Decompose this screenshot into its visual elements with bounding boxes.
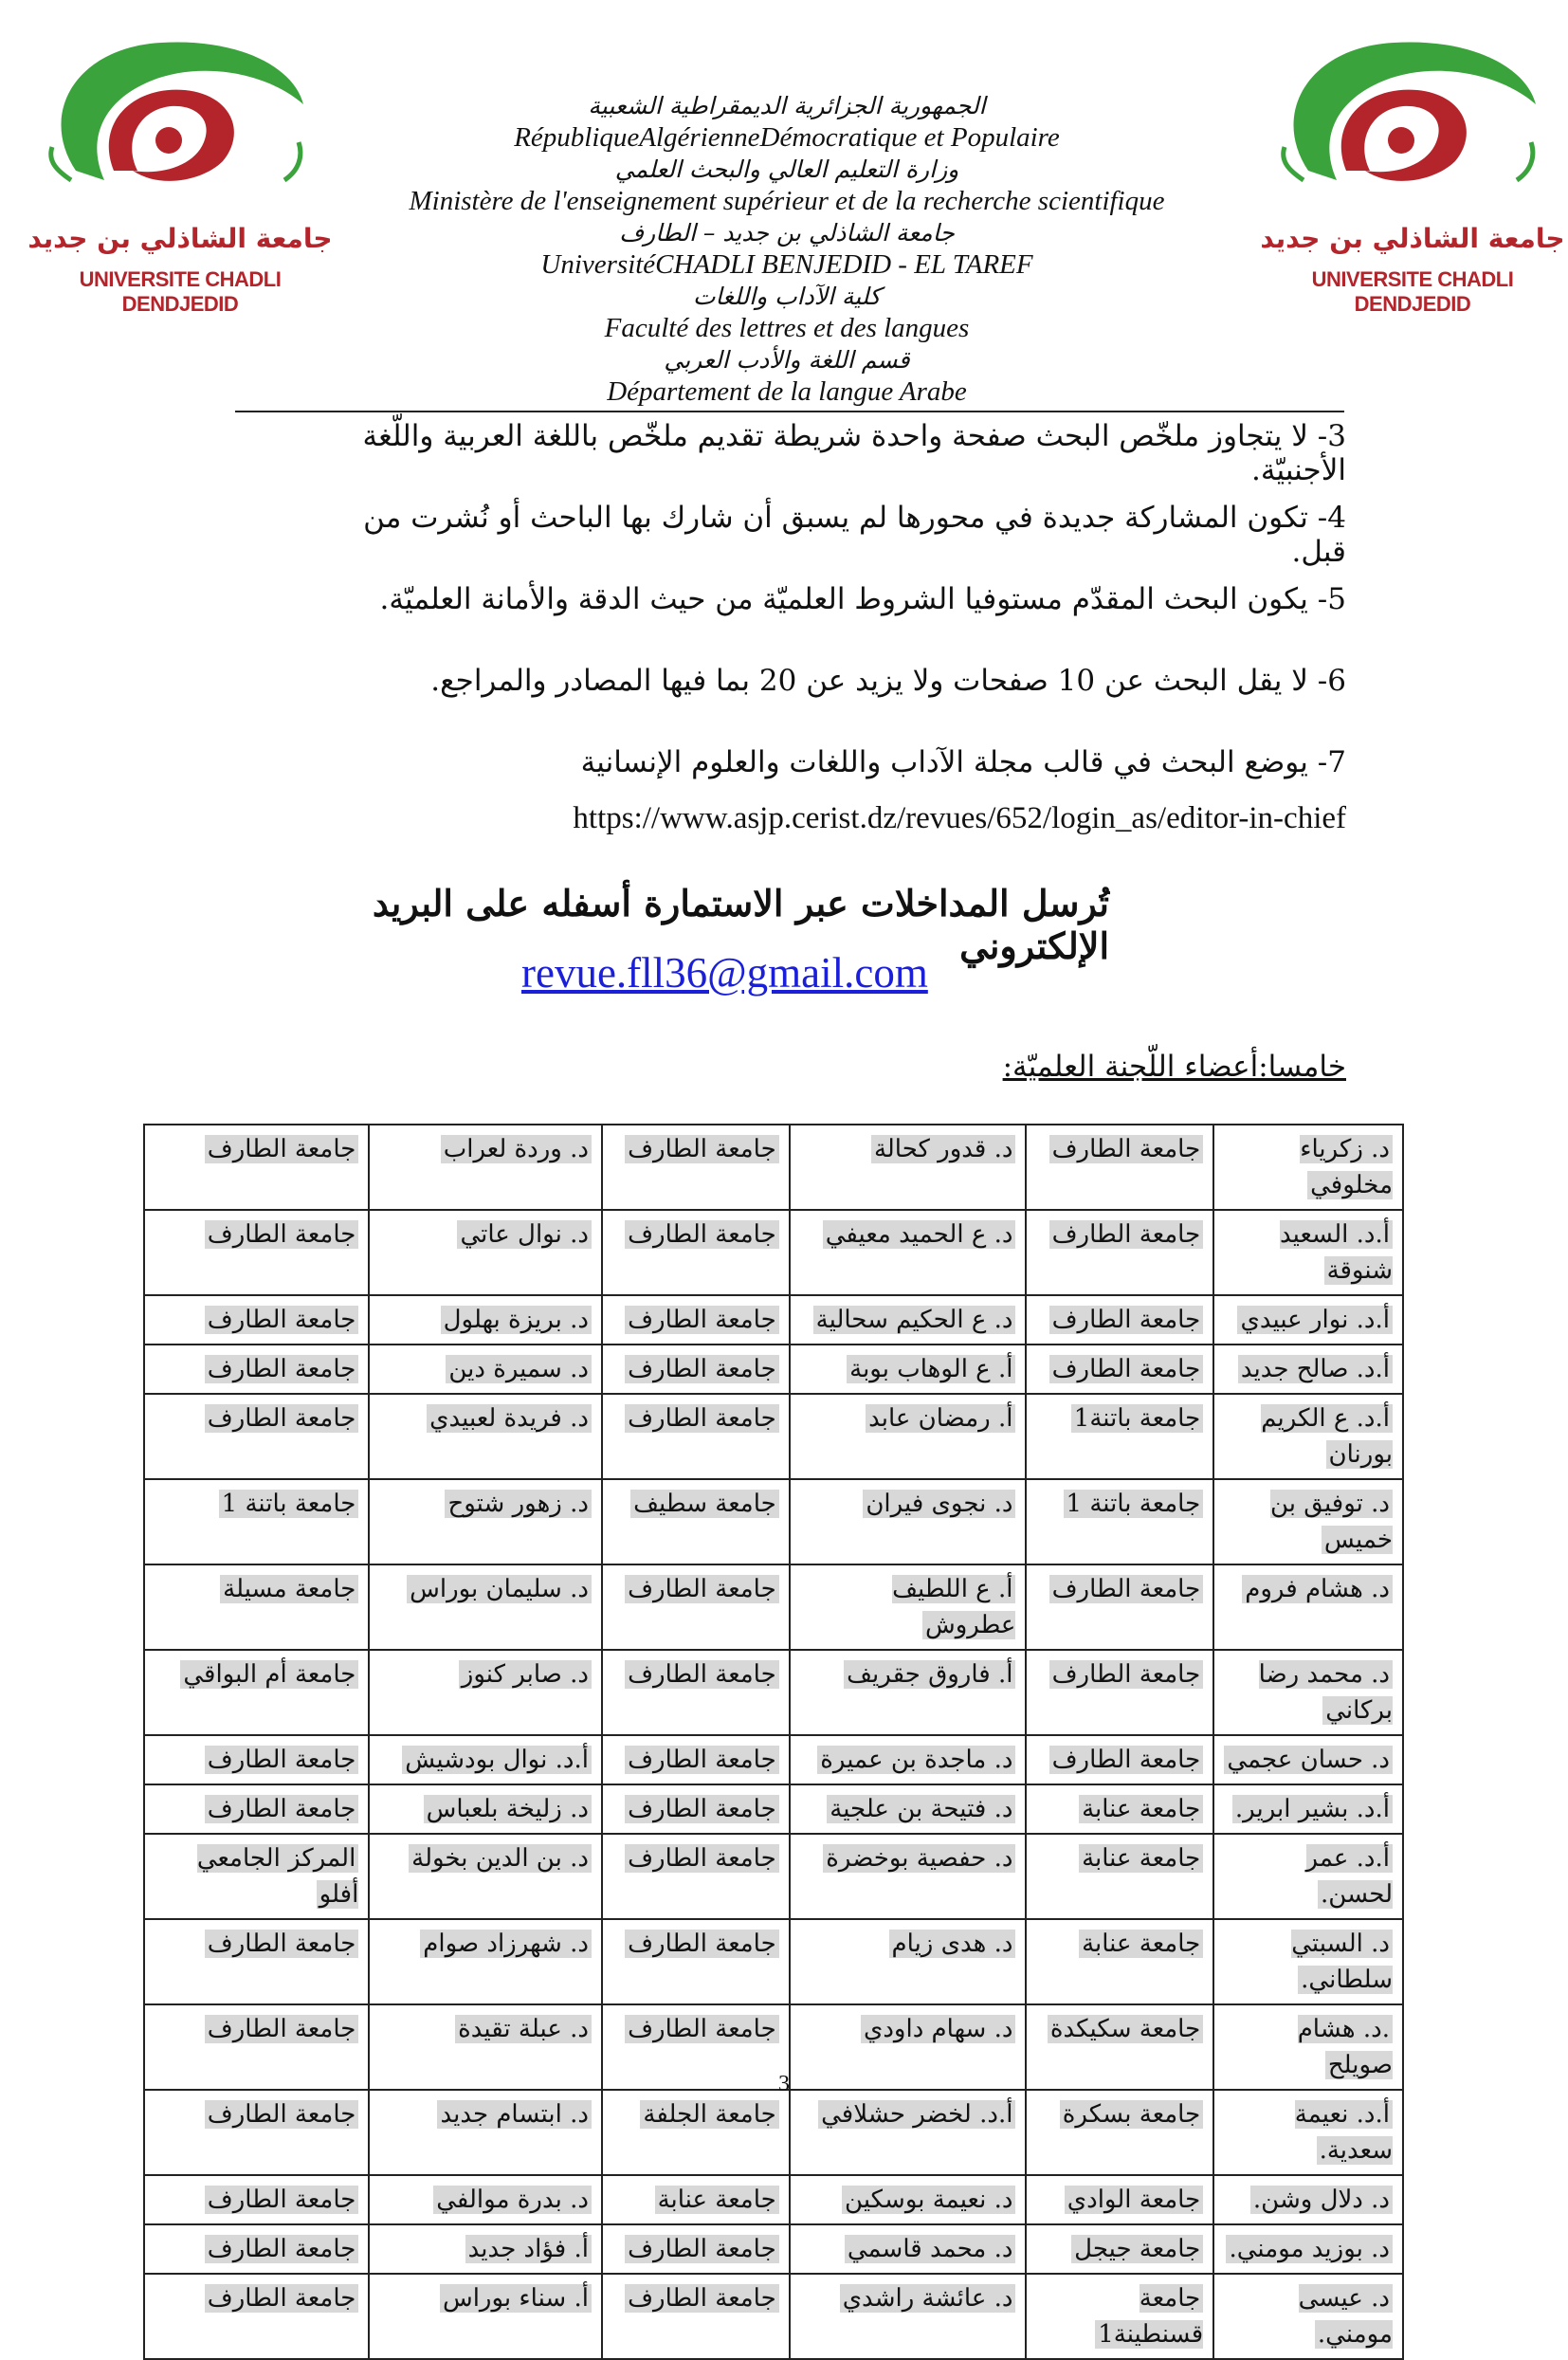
member-name: أ. فاروق جقريف — [844, 1660, 1015, 1689]
member-university-cell — [144, 2274, 369, 2359]
header-line: Département de la langue Arabe — [607, 375, 967, 407]
member-name-cell — [1213, 1650, 1403, 1735]
member-university-cell — [602, 1834, 790, 1919]
member-university: جامعة الطارف — [625, 1575, 779, 1603]
member-name-cell — [790, 2090, 1027, 2175]
member-university-cell — [1026, 2224, 1213, 2274]
member-university: جامعة بسكرة — [1060, 2100, 1203, 2129]
member-name: أ.د. لخضر حشلافي — [818, 2100, 1015, 2129]
table-row — [144, 1735, 1403, 1784]
member-university-cell — [144, 1345, 369, 1394]
member-name-cell — [790, 1210, 1027, 1295]
member-university: جامعة أم البواقي — [180, 1660, 358, 1689]
member-university-cell — [602, 1919, 790, 2004]
member-name: د. عيسى مومني. — [1298, 2284, 1393, 2349]
member-university: جامعة عنابة — [655, 2186, 779, 2214]
member-name-cell — [369, 1210, 602, 1295]
member-university: جامعة الطارف — [1049, 1135, 1204, 1163]
member-university-cell — [1026, 2090, 1213, 2175]
member-name-cell — [790, 1295, 1027, 1345]
member-name: أ.د. ع الكريم بورنان — [1261, 1404, 1393, 1469]
member-university-cell — [602, 2274, 790, 2359]
member-name: د. زكرياء مخلوفي — [1300, 1135, 1393, 1199]
member-name: د. بن الدين بخولة — [409, 1844, 592, 1873]
member-university: جامعة الطارف — [205, 1355, 359, 1383]
member-name: د. فريدة لعبيدي — [427, 1404, 592, 1433]
member-university-cell — [144, 1394, 369, 1479]
table-row — [144, 1834, 1403, 1919]
member-name-cell — [790, 2274, 1027, 2359]
member-university: جامعة باتنة1 — [1071, 1404, 1203, 1433]
criteria-item: 4- تكون المشاركة جديدة في محورها لم يسبق أن شارك بها الباحث أو نُشرت من قبل. — [363, 501, 1346, 569]
member-university-cell — [602, 1394, 790, 1479]
member-university: جامعة الطارف — [205, 1795, 359, 1823]
member-name-cell — [790, 2175, 1027, 2224]
member-university-cell — [602, 1295, 790, 1345]
member-name-cell — [790, 1345, 1027, 1394]
member-university: جامعة الطارف — [625, 1930, 779, 1958]
member-name-cell — [1213, 2175, 1403, 2224]
header-line: قسم اللغة والأدب العربي — [664, 346, 910, 374]
member-name: أ. رمضان عابد — [866, 1404, 1015, 1433]
member-name-cell — [369, 2090, 602, 2175]
header-line: كلية الآداب واللغات — [693, 283, 881, 310]
university-logo-left — [19, 28, 341, 316]
member-name-cell — [790, 1564, 1027, 1650]
member-name: د. زليخة بلعباس — [424, 1795, 592, 1823]
member-university: جامعة الطارف — [205, 1404, 359, 1433]
member-name-cell — [369, 2274, 602, 2359]
member-university: جامعة عنابة — [1079, 1844, 1203, 1873]
table-row — [144, 1345, 1403, 1394]
member-name: أ. ع الوهاب بوبة — [847, 1355, 1015, 1383]
member-university: جامعة الجلفة — [640, 2100, 778, 2129]
member-name-cell — [790, 1479, 1027, 1564]
member-university: جامعة الطارف — [625, 2015, 779, 2043]
member-university-cell — [602, 1479, 790, 1564]
university-logo-right — [1251, 28, 1568, 316]
member-university-cell — [602, 1784, 790, 1834]
member-university-cell — [1026, 1919, 1213, 2004]
member-name: د. السبتي سلطاني. — [1291, 1930, 1393, 1994]
member-name: د. سهام داودي — [861, 2015, 1015, 2043]
member-university: جامعة الطارف — [205, 1746, 359, 1774]
member-name: د. ع الحميد معيفي — [823, 1220, 1016, 1249]
table-row — [144, 1479, 1403, 1564]
member-name-cell — [1213, 1295, 1403, 1345]
member-university: جامعة مسيلة — [220, 1575, 358, 1603]
header-line: UniversitéCHADLI BENJEDID - EL TAREF — [540, 248, 1033, 280]
table-row — [144, 1125, 1403, 1210]
member-university-cell — [144, 2224, 369, 2274]
member-university-cell — [144, 1210, 369, 1295]
member-name-cell — [1213, 1345, 1403, 1394]
member-name-cell — [369, 1394, 602, 1479]
member-name: د. عائشة راشدي — [840, 2284, 1016, 2313]
member-name: د. زهور شتوح — [445, 1490, 591, 1518]
member-name: د. فتيحة بن علجية — [827, 1795, 1015, 1823]
criteria-item: 3- لا يتجاوز ملخّص البحث صفحة واحدة شريطة تقديم ملخّص باللغة العربية واللّغة الأجنبيّة. — [362, 419, 1346, 487]
logo-latin-name: UNIVERSITE CHADLI DENDJEDID — [79, 267, 282, 316]
member-university-cell — [1026, 1210, 1213, 1295]
member-name: د. ابتسام جديد — [437, 2100, 592, 2129]
header-line: الجمهورية الجزائرية الديمقراطية الشعبية — [588, 92, 986, 119]
member-name: د. حسان عجمي — [1224, 1746, 1393, 1774]
member-university-cell — [144, 1295, 369, 1345]
member-name: د. هدى زيام — [889, 1930, 1016, 1958]
member-name-cell — [790, 2224, 1027, 2274]
member-university: جامعة الطارف — [625, 1220, 779, 1249]
member-university: جامعة الطارف — [1049, 1355, 1204, 1383]
member-university-cell — [602, 2090, 790, 2175]
member-university-cell — [602, 1564, 790, 1650]
member-university-cell — [1026, 2175, 1213, 2224]
member-university-cell — [144, 2175, 369, 2224]
member-name: د. نجوى فيران — [863, 1490, 1015, 1518]
member-university: جامعة الطارف — [625, 2284, 779, 2313]
committee-section-title: خامسا:أعضاء اللّجنة العلميّة: — [1002, 1050, 1346, 1084]
member-name: د. محمد رضا بركاني — [1258, 1660, 1393, 1725]
member-name-cell — [369, 1564, 602, 1650]
member-university: جامعة الطارف — [205, 2186, 359, 2214]
member-name: د. سميرة دين — [446, 1355, 592, 1383]
member-name: د. ماجدة بن عميرة — [817, 1746, 1015, 1774]
member-name: أ.د. بشير ابرير. — [1232, 1795, 1393, 1823]
member-name-cell — [1213, 1479, 1403, 1564]
member-university-cell — [1026, 1564, 1213, 1650]
header-line: جامعة الشاذلي بن جديد – الطارف — [619, 219, 955, 247]
member-name: د. ع الحكيم سحالية — [813, 1306, 1016, 1334]
member-university: جامعة الطارف — [1049, 1746, 1204, 1774]
university-emblem-icon — [19, 28, 341, 218]
member-university: جامعة سطيف — [630, 1490, 779, 1518]
member-name: د. بوزيد مومني. — [1226, 2235, 1393, 2263]
member-name: أ.د. صالح جديد — [1238, 1355, 1393, 1383]
member-name-cell — [1213, 1919, 1403, 2004]
member-university: جامعة سكيكدة — [1048, 2015, 1203, 2043]
member-university-cell — [144, 1834, 369, 1919]
member-university: جامعة الطارف — [205, 1930, 359, 1958]
member-name: د. نوال عاتي — [457, 1220, 592, 1249]
member-name-cell — [1213, 1735, 1403, 1784]
member-university: جامعة الطارف — [625, 1355, 779, 1383]
member-university-cell — [144, 1650, 369, 1735]
member-university: جامعة الطارف — [1049, 1660, 1204, 1689]
member-university: جامعة الطارف — [625, 2235, 779, 2263]
member-name-cell — [1213, 1784, 1403, 1834]
member-university: جامعة عنابة — [1079, 1795, 1203, 1823]
member-name: د. نعيمة بوسكين — [842, 2186, 1015, 2214]
member-university-cell — [144, 2090, 369, 2175]
table-row — [144, 1650, 1403, 1735]
member-university: جامعة باتنة 1 — [1064, 1490, 1204, 1518]
header-line: Ministère de l'enseignement supérieur et de la recherche scientifique — [409, 185, 1165, 216]
member-name-cell — [790, 1650, 1027, 1735]
member-name: د. بدرة موالفي — [433, 2186, 592, 2214]
member-name-cell — [1213, 1834, 1403, 1919]
member-university: جامعة الطارف — [625, 1746, 779, 1774]
header-line: وزارة التعليم العالي والبحث العلمي — [614, 156, 959, 183]
table-row — [144, 1210, 1403, 1295]
member-name: أ. فؤاد جديد — [465, 2235, 592, 2263]
member-name: د. عبلة تقيدة — [455, 2015, 592, 2043]
member-university-cell — [144, 1919, 369, 2004]
member-name: أ. ع اللطيف عطروش — [892, 1575, 1016, 1639]
member-university: المركز الجامعي أفلو — [196, 1844, 359, 1909]
member-university-cell — [1026, 1295, 1213, 1345]
member-name: أ.د. نوار عبيدي — [1237, 1306, 1393, 1334]
member-name-cell — [369, 1919, 602, 2004]
member-university-cell — [602, 1650, 790, 1735]
member-name-cell — [369, 1295, 602, 1345]
member-university-cell — [602, 2224, 790, 2274]
member-university-cell — [1026, 1125, 1213, 1210]
member-name: د. سليمان بوراس — [407, 1575, 592, 1603]
member-name-cell — [369, 1784, 602, 1834]
member-university: جامعة الطارف — [1049, 1306, 1204, 1334]
member-name-cell — [790, 1919, 1027, 2004]
member-university: جامعة الطارف — [205, 1306, 359, 1334]
table-row — [144, 1784, 1403, 1834]
table-row — [144, 1919, 1403, 2004]
member-name-cell — [369, 1125, 602, 1210]
logo-arabic-name: جامعة الشاذلي بن جديد — [27, 223, 333, 254]
member-university: جامعة عنابة — [1079, 1930, 1203, 1958]
member-university-cell — [144, 1125, 369, 1210]
member-university: جامعة الطارف — [205, 1135, 359, 1163]
submission-instruction: تُرسل المداخلات عبر الاستمارة أسفله على البريد الإلكتروني — [372, 882, 1109, 967]
member-name-cell — [1213, 2224, 1403, 2274]
member-name-cell — [1213, 1210, 1403, 1295]
member-university: جامعة الطارف — [1049, 1220, 1204, 1249]
member-name-cell — [1213, 2274, 1403, 2359]
logo-arabic-name: جامعة الشاذلي بن جديد — [1260, 223, 1565, 254]
member-university-cell — [144, 1564, 369, 1650]
member-name: د. محمد قاسمي — [845, 2235, 1016, 2263]
member-university-cell — [1026, 2274, 1213, 2359]
member-university-cell — [1026, 1650, 1213, 1735]
scientific-committee-table — [143, 1124, 1404, 2360]
member-university-cell — [1026, 1345, 1213, 1394]
member-university-cell — [144, 1784, 369, 1834]
member-university-cell — [144, 1735, 369, 1784]
member-university: جامعة باتنة 1 — [219, 1490, 359, 1518]
member-university-cell — [1026, 1479, 1213, 1564]
criteria-item: 6- لا يقل البحث عن 10 صفحات ولا يزيد عن 20 بما فيها المصادر والمراجع. — [430, 664, 1346, 698]
submission-email-link[interactable]: revue.fll36@gmail.com — [521, 949, 928, 997]
member-name-cell — [1213, 1564, 1403, 1650]
member-university-cell — [602, 2175, 790, 2224]
table-row — [144, 2274, 1403, 2359]
member-name: أ.د. نوال بودشيش — [402, 1746, 592, 1774]
logo-latin-name: UNIVERSITE CHADLI DENDJEDID — [1311, 267, 1514, 316]
member-university: جامعة الطارف — [625, 1306, 779, 1334]
member-university-cell — [144, 1479, 369, 1564]
table-row — [144, 1295, 1403, 1345]
member-university: جامعة الوادي — [1065, 2186, 1203, 2214]
member-university: جامعة الطارف — [625, 1844, 779, 1873]
journal-template-url[interactable]: https://www.asjp.cerist.dz/revues/652/login_as/editor-in-chief — [573, 801, 1346, 835]
institution-header — [379, 90, 1194, 408]
member-university: جامعة الطارف — [205, 2015, 359, 2043]
member-university: جامعة قسنطينة1 — [1095, 2284, 1203, 2349]
member-name: د. وردة لعراب — [441, 1135, 592, 1163]
member-university: جامعة الطارف — [205, 2284, 359, 2313]
member-university: جامعة جيجل — [1071, 2235, 1203, 2263]
member-name-cell — [1213, 2090, 1403, 2175]
table-row — [144, 2090, 1403, 2175]
member-university-cell — [602, 1345, 790, 1394]
member-university: جامعة الطارف — [625, 1795, 779, 1823]
member-name-cell — [790, 1784, 1027, 1834]
member-name: د. هشام فروم — [1242, 1575, 1393, 1603]
table-row — [144, 1394, 1403, 1479]
criteria-item: 7- يوضع البحث في قالب مجلة الآداب واللغات والعلوم الإنسانية — [580, 745, 1346, 779]
member-university: جامعة الطارف — [625, 1404, 779, 1433]
member-name: أ. سناء بوراس — [440, 2284, 592, 2313]
member-university: جامعة الطارف — [1049, 1575, 1204, 1603]
member-university: جامعة الطارف — [625, 1135, 779, 1163]
member-university-cell — [602, 1210, 790, 1295]
member-university: جامعة الطارف — [205, 2100, 359, 2129]
member-name: د. توفيق بن خميس — [1269, 1490, 1393, 1554]
member-name-cell — [369, 1345, 602, 1394]
page-number: 3 — [778, 2072, 790, 2096]
header-line: Faculté des lettres et des langues — [604, 312, 970, 343]
member-name: د. حفصية بوخضرة — [823, 1844, 1015, 1873]
member-university-cell — [1026, 1784, 1213, 1834]
member-university-cell — [1026, 1394, 1213, 1479]
member-name-cell — [369, 2224, 602, 2274]
member-name-cell — [790, 1834, 1027, 1919]
member-university-cell — [602, 1735, 790, 1784]
criteria-item: 5- يكون البحث المقدّم مستوفيا الشروط العلميّة من حيث الدقة والأمانة العلميّة. — [379, 582, 1346, 616]
member-name-cell — [369, 1834, 602, 1919]
member-name-cell — [369, 1735, 602, 1784]
member-name: أ.د. عمر لحسن. — [1305, 1844, 1393, 1909]
member-name-cell — [369, 1479, 602, 1564]
member-university: جامعة الطارف — [205, 2235, 359, 2263]
member-name: أ.د. نعيمة سعدية. — [1294, 2100, 1393, 2165]
member-name: د. دلال وشن. — [1250, 2186, 1393, 2214]
member-name-cell — [790, 1735, 1027, 1784]
member-name-cell — [369, 2175, 602, 2224]
member-university-cell — [1026, 1735, 1213, 1784]
member-name-cell — [790, 1394, 1027, 1479]
header-line: RépubliqueAlgérienneDémocratique et Populaire — [514, 121, 1060, 153]
university-emblem-icon — [1251, 28, 1568, 218]
member-name: .د. هشام صويلح — [1297, 2015, 1393, 2079]
member-name: د. صابر كنوز — [459, 1660, 592, 1689]
table-row — [144, 1564, 1403, 1650]
member-university: جامعة الطارف — [205, 1220, 359, 1249]
member-name-cell — [1213, 1394, 1403, 1479]
member-name-cell — [369, 1650, 602, 1735]
member-name: د. بريزة بهلول — [441, 1306, 592, 1334]
table-row — [144, 2224, 1403, 2274]
member-name: د. قدور كحالة — [871, 1135, 1016, 1163]
member-name: أ.د. السعيد شنوقة — [1280, 1220, 1393, 1285]
member-university: جامعة الطارف — [625, 1660, 779, 1689]
member-name: د. شهرزاد صوام — [420, 1930, 592, 1958]
member-university-cell — [1026, 1834, 1213, 1919]
header-divider — [235, 411, 1344, 412]
table-row — [144, 2175, 1403, 2224]
member-university-cell — [602, 1125, 790, 1210]
member-name-cell — [1213, 1125, 1403, 1210]
member-name-cell — [790, 1125, 1027, 1210]
